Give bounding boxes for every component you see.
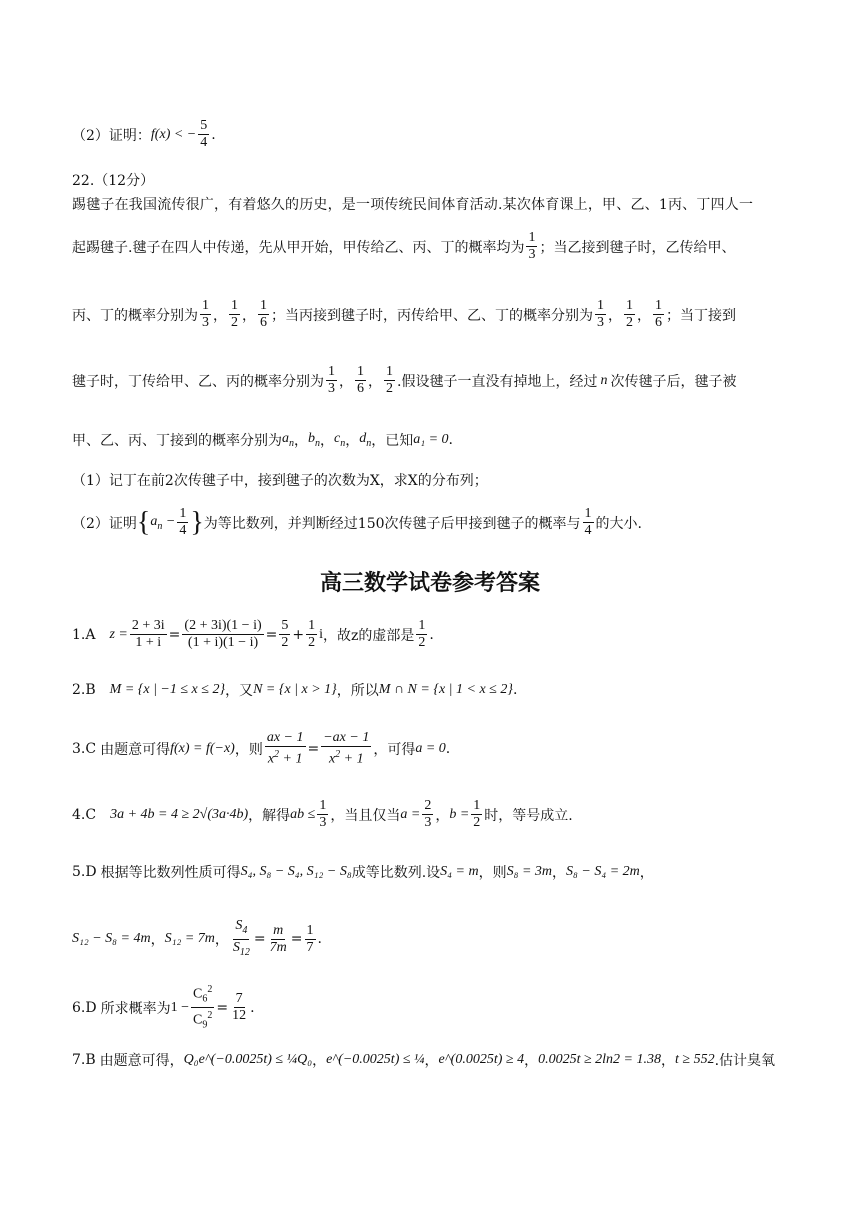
answer-1: 1.A z = $\frac{2 + 3i}{1 + i}$ = $\frac{(2 + 3i)(1 - i)}{(1 + i)(1 - i)}$ = $\frac{5}{2}$ + $\frac{1}{2}$ i ，故z的虚部是 $\frac{1}{2}$ . <box>72 618 434 650</box>
answers-title: 高三数学试卷参考答案 <box>319 571 540 596</box>
q22-part2: （2）证明 { $a_n$ − $\frac{1}{4}$ } 为等比数列，并判断经过150次传毽子后甲接到毽子的概率与 $\frac{1}{4}$ 的大小. <box>72 506 642 538</box>
answer-2: 2.B M = {x | −1 ≤ x ≤ 2} ，又 N = {x | x > 1} ，所以 M ∩ N = {x | 1 < x ≤ 2} . <box>72 682 518 699</box>
answer-7: 7.B 由题意可得， Q₀e^(−0.0025t) ≤ ¼Q₀ ， e^(−0.0025t) ≤ ¼ ， e^(0.0025t) ≥ 4 ， 0.0025t ≥ 2ln2 = 1.38 ， t ≥ 552 .估计臭氧 <box>72 1052 776 1069</box>
q22-para-4: 毽子时，丁传给甲、乙、丙的概率分别为 $\frac{1}{3}$ ， $\frac{1}{6}$ ， $\frac{1}{2}$ .假设毽子一直没有掉地上，经过 n 次传毽子后，毽子被 <box>72 364 737 396</box>
answer-4: 4.C 3a + 4b = 4 ≥ 2√(3a·4b) ，解得 ab ≤ $\frac{1}{3}$ ，当且仅当 a = $\frac{2}{3}$ ， b = $\frac{1}{2}$ 时，等号成立. <box>72 798 573 830</box>
q22-para-2: 起踢毽子.毽子在四人中传递，先从甲开始，甲传给乙、丙、丁的概率均为 $\frac{1}{3}$ ；当乙接到毽子时，乙传给甲、 <box>72 230 736 262</box>
q22-para-1: 踢毽子在我国流传很广，有着悠久的历史，是一项传统民间体育活动.某次体育课上，甲、乙、1丙、丁四人一 <box>72 197 754 213</box>
q22-part1: （1）记丁在前2次传毽子中，接到毽子的次数为X，求X的分布列； <box>72 473 488 489</box>
q22-header: 22.（12分） <box>72 173 155 189</box>
answer-6: 6.D 所求概率为 1 − $\frac{C_6^2}{C_9^2}$ = $\frac{7}{12}$ . <box>72 984 255 1031</box>
q21-part2-expr: f(x) < − <box>150 126 197 142</box>
q21-part2: （2）证明： f(x) < − $\frac{5}{4}$ . <box>72 118 216 150</box>
q22-para-3: 丙、丁的概率分别为 $\frac{1}{3}$ ， $\frac{1}{2}$ ， $\frac{1}{6}$ ；当丙接到毽子时，丙传给甲、乙、丁的概率分别为 $\frac{1}{3}$ ， $\frac{1}{2}$ ， $\frac{1}{6}$ ；当丁接到 <box>72 298 736 330</box>
q22-para-5: 甲、乙、丙、丁接到的概率分别为 $a_n$ ， $b_n$ ， $c_n$ ， $d_n$ ，已知 a₁ = 0 . <box>72 431 453 449</box>
answer-5-line2: S₁₂ − S₈ = 4m ， S₁₂ = 7m ， $\frac{S_4}{S_{12}}$ = $\frac{m}{7m}$ = $\frac{1}{7}$ . <box>72 918 322 958</box>
q21-part2-label: （2）证明： <box>72 127 151 144</box>
answer-5-line1: 5.D 根据等比数列性质可得 S₄, S₈ − S₄, S₁₂ − S₈ 成等比数列.设 S₄ = m ，则 S₈ = 3m ， S₈ − S₄ = 2m ， <box>72 864 654 881</box>
q21-fraction: $\frac{5}{4}$ <box>200 118 208 150</box>
answer-3: 3.C 由题意可得 f(x) = f(−x) ，则 $\frac{ax - 1}{x^2 + 1}$ = $\frac{-ax - 1}{x^2 + 1}$ ，可得 a = 0 . <box>72 730 451 767</box>
